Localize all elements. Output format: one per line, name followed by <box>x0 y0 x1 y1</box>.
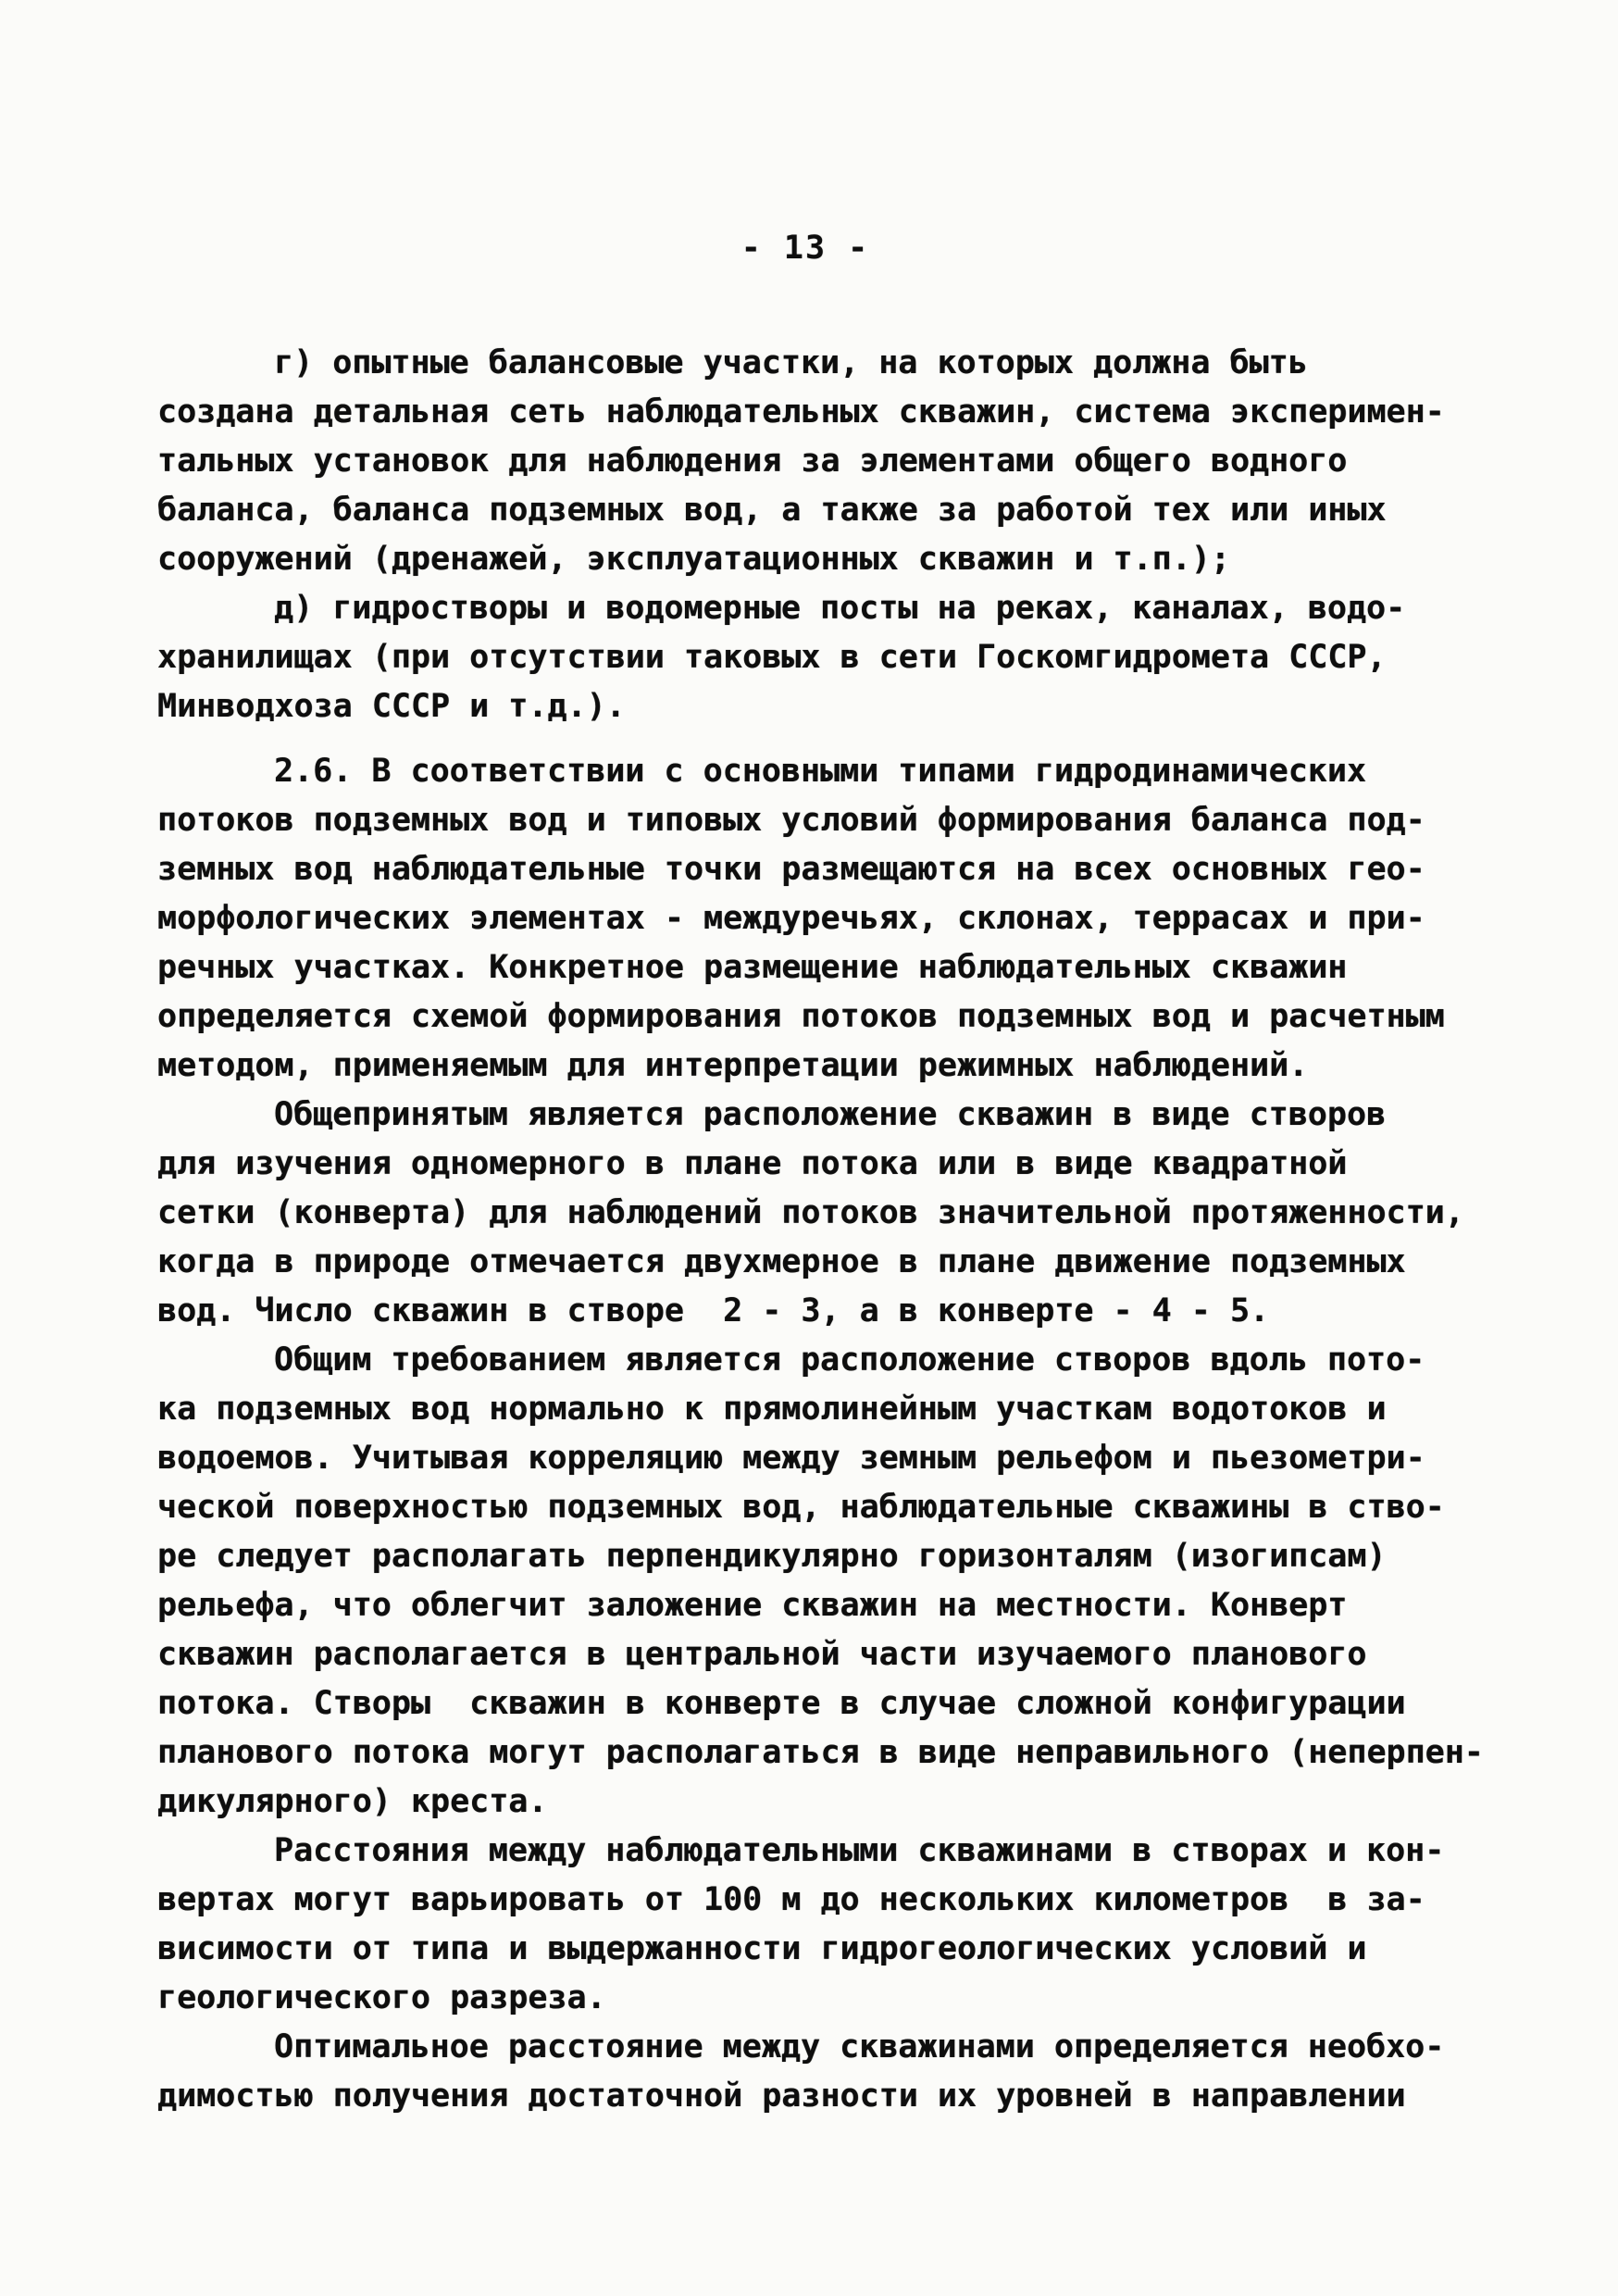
text-line: ка подземных вод нормально к прямолинейным участкам водотоков и <box>157 1391 1387 1428</box>
text-line: земных вод наблюдательные точки размещаются на всех основных гео- <box>157 851 1425 888</box>
text-line: Общим требованием является расположение створов вдоль пото- <box>274 1341 1425 1379</box>
text-line: планового потока могут располагаться в виде неправильного (неперпен- <box>157 1734 1484 1771</box>
text-line: ческой поверхностью подземных вод, наблюдательные скважины в ство- <box>157 1489 1445 1526</box>
document-body <box>157 339 1509 2121</box>
text-line: для изучения одномерного в плане потока или в виде квадратной <box>157 1145 1348 1182</box>
paragraph-obschim <box>157 1336 1509 1827</box>
text-line: Минводхоза СССР и т.д.). <box>157 688 626 725</box>
text-line: речных участках. Конкретное размещение наблюдательных скважин <box>157 949 1348 986</box>
text-line: водоемов. Учитывая корреляцию между земным рельефом и пьезометри- <box>157 1440 1425 1477</box>
text-line: сооружений (дренажей, эксплуатационных скважин и т.п.); <box>157 541 1230 578</box>
page-number: - 13 - <box>741 230 870 267</box>
text-line: потока. Створы скважин в конверте в случае сложной конфигурации <box>157 1685 1406 1722</box>
text-line: Общепринятым является расположение скважин в виде створов <box>274 1096 1387 1133</box>
paragraph-d <box>157 584 1509 731</box>
text-line: димостью получения достаточной разности их уровней в направлении <box>157 2078 1406 2115</box>
text-line: сетки (конверта) для наблюдений потоков значительной протяженности, <box>157 1194 1464 1231</box>
text-line: Расстояния между наблюдательными скважинами в створах и кон- <box>274 1832 1445 1869</box>
text-line: определяется схемой формирования потоков подземных вод и расчетным <box>157 998 1445 1035</box>
text-line: вертах могут варьировать от 100 м до нескольких километров в за- <box>157 1881 1425 1918</box>
text-line: висимости от типа и выдержанности гидрогеологических условий и <box>157 1930 1367 1967</box>
paragraph-g <box>157 339 1509 584</box>
text-line: создана детальная сеть наблюдательных скважин, система эксперимен- <box>157 393 1445 430</box>
paragraph-rasstoyaniya <box>157 1827 1509 2023</box>
text-line: г) опытные балансовые участки, на которых должна быть <box>274 344 1308 381</box>
text-line: вод. Число скважин в створе 2 - 3, а в конверте - 4 - 5. <box>157 1292 1270 1329</box>
text-line: потоков подземных вод и типовых условий формирования баланса под- <box>157 802 1425 839</box>
text-line: хранилищах (при отсутствии таковых в сети Госкомгидромета СССР, <box>157 639 1387 676</box>
text-line: ре следует располагать перпендикулярно горизонталям (изогипсам) <box>157 1538 1387 1575</box>
text-line: когда в природе отмечается двухмерное в плане движение подземных <box>157 1243 1406 1280</box>
text-line: тальных установок для наблюдения за элементами общего водного <box>157 443 1348 480</box>
text-line: дикулярного) креста. <box>157 1783 548 1820</box>
paragraph-optimalnoe <box>157 2023 1509 2121</box>
text-line: скважин располагается в центральной части изучаемого планового <box>157 1636 1367 1673</box>
text-line: 2.6. В соответствии с основными типами гидродинамических <box>274 753 1367 790</box>
text-line: методом, применяемым для интерпретации режимных наблюдений. <box>157 1047 1309 1084</box>
text-line: баланса, баланса подземных вод, а также за работой тех или иных <box>157 492 1387 529</box>
paragraph-obscheprinyatym <box>157 1091 1509 1336</box>
text-line: геологического разреза. <box>157 1979 606 2016</box>
text-line: Оптимальное расстояние между скважинами определяется необхо- <box>274 2028 1445 2065</box>
text-line: д) гидростворы и водомерные посты на реках, каналах, водо- <box>274 590 1406 627</box>
text-line: морфологических элементах - междуречьях, склонах, террасах и при- <box>157 900 1425 937</box>
paragraph-2-6 <box>157 747 1509 1091</box>
text-line: рельефа, что облегчит заложение скважин на местности. Конверт <box>157 1587 1348 1624</box>
